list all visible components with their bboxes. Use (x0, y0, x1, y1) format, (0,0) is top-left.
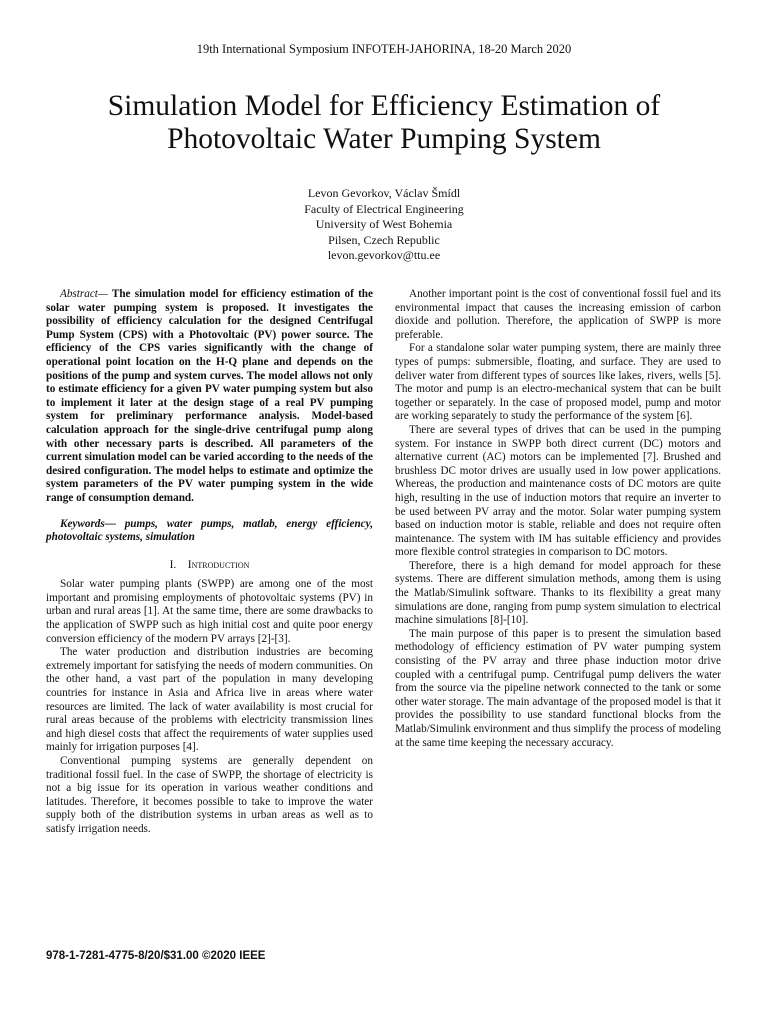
paragraph: Conventional pumping systems are generally dependent on traditional fossil fuel. In the case of SWPP, the shortage of electricity is not a big issue for its operation in various weather conditions and latitudes. Therefore, it becomes possible to take to improve the water supply both of the distribution systems in urban areas as well as to satisfy irrigation needs. (46, 755, 373, 835)
section-number: I. (169, 558, 177, 571)
left-column (46, 288, 373, 837)
paragraph: The water production and distribution industries are becoming extremely important for satisfying the needs of modern communities. On the other hand, a vast part of the population in many developing countries for instance in Asia and Africa live in areas where water resources are limited. The lack of water availability is most crucial for rural areas because of the problems with electricity transmission lines and high diesel costs that affect the requirements of water supplies used mainly for irrigation purposes [4]. (46, 646, 373, 754)
section-title: Introduction (187, 558, 250, 571)
copyright-footer: 978-1-7281-4775-8/20/$31.00 ©2020 IEEE (46, 950, 266, 962)
keywords-text: pumps, water pumps, matlab, energy efficiency, photovoltaic systems, simulation (46, 517, 373, 544)
keywords-label: Keywords— (60, 517, 116, 530)
paper-title (60, 90, 708, 156)
paragraph: Therefore, there is a high demand for model approach for these systems. There are different simulation methods, among them is using the Matlab/Simulink software. Thanks to its flexibility a great many simulations are done, ranging from pump system simulation to electrical machine simulations [8]-[10]. (395, 559, 721, 627)
paragraph: Another important point is the cost of conventional fossil fuel and its environmental impact that causes the increasing emission of carbon dioxide and pollution. Therefore, the application of SWPP is more preferable. (395, 288, 721, 341)
author-block (0, 186, 768, 264)
title-line-1: Simulation Model for Efficiency Estimation of (107, 90, 661, 122)
section-heading (46, 559, 373, 573)
author-faculty: Faculty of Electrical Engineering (304, 201, 464, 216)
conference-header: 19th International Symposium INFOTEH-JAHORINA, 18-20 March 2020 (196, 42, 572, 56)
paragraph: For a standalone solar water pumping system, there are mainly three types of pumps: submersible, floating, and surface. They are used to deliver water from different types of sources like lakes, rivers, wells [5]. The motor and pump is an electro-mechanical system that can be built together or separately. In the case of proposed model, pump and motor are working separately to study the performance of the system [6]. (395, 342, 721, 423)
paragraph: The main purpose of this paper is to present the simulation based methodology of efficiency estimation of PV water pumping system consisting of the PV array and three phase induction motor drive coupled with a centrifugal pump. Centrifugal pump delivers the water from the source via the pipeline network connected to the tank or some other water storage. The main advantage of the proposed model is that it provides the possibility to use standard functional blocks from the Matlab/Simulink environment and thus simplify the process of modeling at the same time keeping the necessary accuracy. (395, 627, 721, 749)
author-university: University of West Bohemia (315, 217, 453, 231)
abstract-text: The simulation model for efficiency estimation of the solar water pumping system is proposed. It investigates the possibility of efficiency calculation for the designed Centrifugal Pump System (CPS) with a Photovoltaic (PV) power source. The efficiency of the CPS varies significantly with the change of operational point location on the H-Q plane and depends on the positions of the pump and system curves. The model allows not only to estimate efficiency for a given PV water pumping system but also to implement it later at the design stage of a real PV pumping system for preliminary performance analysis. Model-based calculation approach for the single-drive centrifugal pump along with other necessary parts is described. All parameters of the current simulation model can be varied according to the needs of the desired configuration. The model helps to estimate and optimize the system parameters of the PV water pumping system in the wide range of consumption demand. (46, 288, 373, 504)
abstract-label: Abstract— (60, 288, 108, 300)
author-names: Levon Gevorkov, Václav Šmídl (307, 186, 461, 200)
title-line-2: Photovoltaic Water Pumping System (167, 123, 601, 155)
author-email[interactable]: levon.gevorkov@ttu.ee (327, 248, 441, 262)
paragraph: Solar water pumping plants (SWPP) are among one of the most important and promising employments of photovoltaic systems (PV) in urban and rural areas [1]. At the same time, there are some drawbacks to the application of SWPP such as high initial cost and quite poor energy conversion efficiency of the modern PV arrays [2]-[3]. (46, 578, 373, 645)
paragraph: There are several types of drives that can be used in the pumping system. For instance in SWPP both direct current (DC) motors and alternative current (AC) motors can be implemented [7]. Brushed and brushless DC motor drives are usually used in low power applications. Whereas, the production and maintenance costs of DC motors are quite high, resulting in the use of induction motors that require an inverter to be used between PV array and the motor. Solar water pumping system based on induction motor is stable, reliable and does not require often maintenance. The system with IM has suitable efficiency and provides more flexible control strategies in comparison to DC motors. (395, 423, 721, 559)
right-column (395, 288, 721, 750)
author-city: Pilsen, Czech Republic (328, 232, 440, 247)
keywords (46, 518, 373, 545)
abstract (46, 288, 373, 506)
